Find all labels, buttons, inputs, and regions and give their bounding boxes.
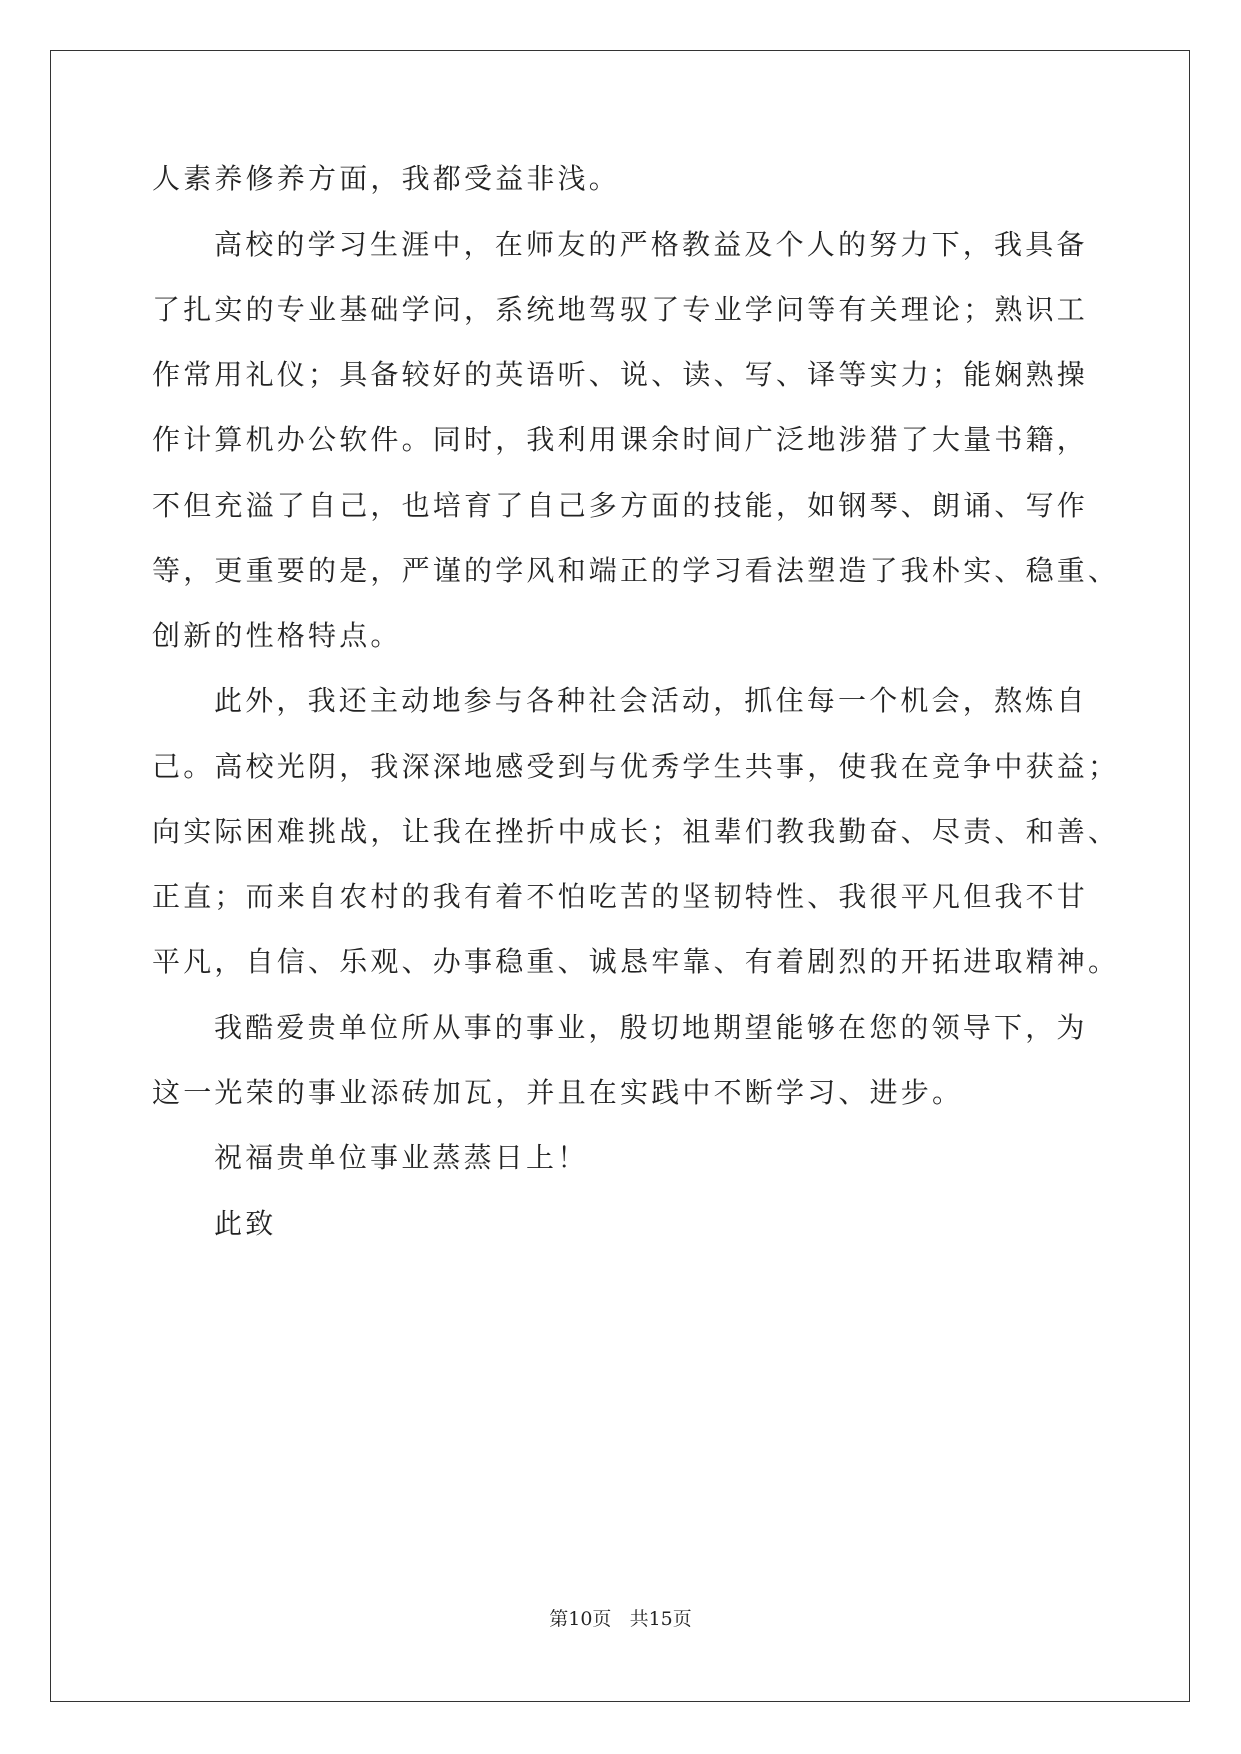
text-line: 我酷爱贵单位所从事的事业，殷切地期望能够在您的领导下，为 [214, 1011, 1088, 1044]
page-number: 第10页 [549, 1608, 612, 1630]
footer-separator [611, 1608, 629, 1630]
page-footer [0, 1607, 1241, 1631]
text-line: 此外，我还主动地参与各种社会活动，抓住每一个机会，熬炼自 [214, 684, 1088, 717]
text-line: 人素养修养方面，我都受益非浅。 [152, 162, 621, 195]
text-line: 创新的性格特点。 [152, 619, 402, 652]
text-line: 作计算机办公软件。同时，我利用课余时间广泛地涉猎了大量书籍， [152, 423, 1089, 456]
text-line: 不但充溢了自己，也培育了自己多方面的技能，如钢琴、朗诵、写作 [152, 489, 1089, 522]
text-line: 己。高校光阴，我深深地感受到与优秀学生共事，使我在竞争中获益； [152, 750, 1120, 783]
text-line: 向实际困难挑战，让我在挫折中成长；祖辈们教我勤奋、尽责、和善、 [152, 815, 1120, 848]
text-line: 平凡，自信、乐观、办事稳重、诚恳牢靠、有着剧烈的开拓进取精神。 [152, 945, 1120, 978]
text-line: 高校的学习生涯中，在师友的严格教益及个人的努力下，我具备 [214, 228, 1088, 261]
text-line: 祝福贵单位事业蒸蒸日上！ [214, 1141, 589, 1174]
text-line: 了扎实的专业基础学问，系统地驾驭了专业学问等有关理论；熟识工 [152, 293, 1089, 326]
text-line: 此致 [214, 1207, 277, 1240]
text-line: 这一光荣的事业添砖加瓦，并且在实践中不断学习、进步。 [152, 1076, 964, 1109]
text-line: 等，更重要的是，严谨的学风和端正的学习看法塑造了我朴实、稳重、 [152, 554, 1120, 587]
page-total: 共15页 [629, 1608, 692, 1630]
text-line: 作常用礼仪；具备较好的英语听、说、读、写、译等实力；能娴熟操 [152, 358, 1089, 391]
text-line: 正直；而来自农村的我有着不怕吃苦的坚韧特性、我很平凡但我不甘 [152, 880, 1089, 913]
